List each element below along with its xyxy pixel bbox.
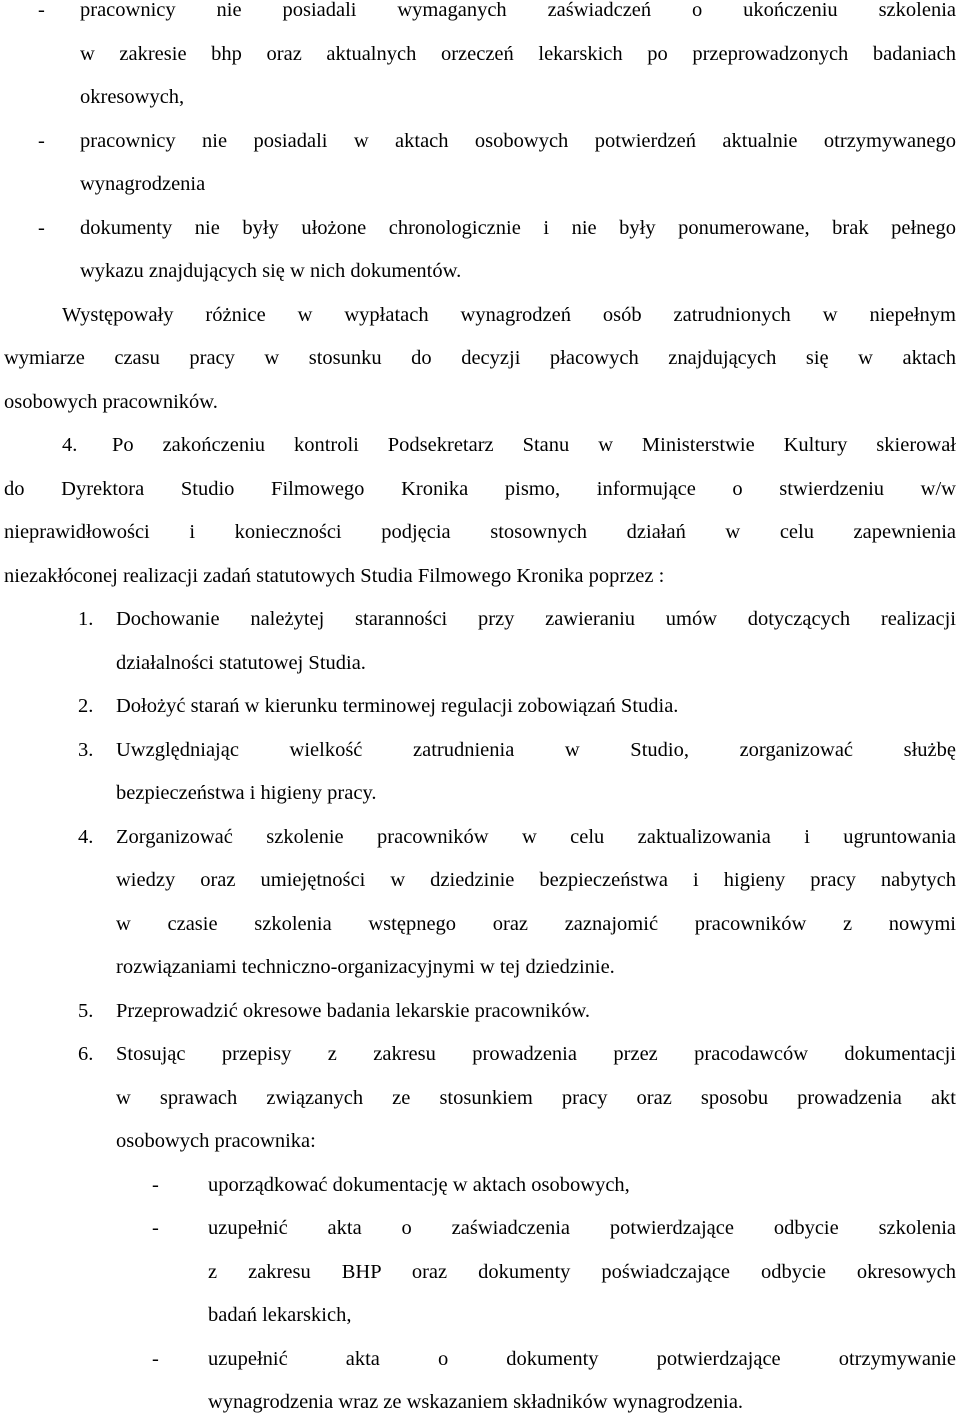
bullet-marker: - — [38, 129, 45, 152]
text-line: bezpieczeństwa i higieny pracy. — [116, 782, 377, 804]
text-line: uzupełnić akta o dokumenty potwierdzające otrzymywanie — [208, 1347, 956, 1370]
text-line: wynagrodzenia wraz ze wskazaniem składników wynagrodzenia. — [208, 1391, 744, 1413]
text-line: niezakłóconej realizacji zadań statutowych Studia Filmowego Kronika poprzez : — [4, 564, 665, 587]
text-line: okresowych, — [80, 86, 185, 108]
item-number: 3. — [78, 738, 94, 761]
bullet-marker: - — [152, 1217, 159, 1239]
text-line: w sprawach związanych ze stosunkiem pracy oraz sposobu prowadzenia akt — [116, 1086, 956, 1109]
text-line: Przeprowadzić okresowe badania lekarskie pracowników. — [116, 999, 590, 1022]
bullet-marker: - — [152, 1173, 159, 1196]
text-line: dokumenty nie były ułożone chronologicznie i nie były ponumerowane, brak pełnego — [80, 216, 956, 239]
text-line: Dołożyć starań w kierunku terminowej regulacji zobowiązań Studia. — [116, 695, 679, 717]
bullet-marker: - — [152, 1347, 159, 1370]
bullet-marker: - — [38, 216, 45, 239]
text-line: badań lekarskich, — [208, 1304, 352, 1326]
text-line: z zakresu BHP oraz dokumenty poświadczające odbycie okresowych — [208, 1260, 956, 1283]
text-line: w czasie szkolenia wstępnego oraz zaznajomić pracowników z nowymi — [116, 912, 956, 935]
text-line: Po zakończeniu kontroli Podsekretarz Stanu w Ministerstwie Kultury skierował — [112, 434, 956, 456]
text-line: do Dyrektora Studio Filmowego Kronika pismo, informujące o stwierdzeniu w/w — [4, 477, 956, 500]
text-line: wykazu znajdujących się w nich dokumentów. — [80, 260, 462, 282]
text-line: osobowych pracownika: — [116, 1130, 316, 1152]
item-number: 4. — [78, 825, 94, 848]
text-line: działalności statutowej Studia. — [116, 651, 366, 674]
paragraph-number: 4. — [62, 434, 78, 456]
text-line: uporządkować dokumentację w aktach osobowych, — [208, 1173, 630, 1196]
item-number: 6. — [78, 1043, 94, 1065]
text-line: uzupełnić akta o zaświadczenia potwierdzające odbycie szkolenia — [208, 1217, 956, 1239]
text-line: w zakresie bhp oraz aktualnych orzeczeń lekarskich po przeprowadzonych badaniach — [80, 42, 956, 65]
text-line: wiedzy oraz umiejętności w dziedzinie bezpieczeństwa i higieny pracy nabytych — [116, 869, 956, 891]
text-line: wynagrodzenia — [80, 173, 206, 195]
text-line: Stosując przepisy z zakresu prowadzenia przez pracodawców dokumentacji — [116, 1043, 956, 1065]
text-line: wymiarze czasu pracy w stosunku do decyzji płacowych znajdujących się w aktach — [4, 347, 956, 369]
bullet-marker: - — [38, 0, 45, 21]
text-line: rozwiązaniami techniczno-organizacyjnymi w tej dziedzinie. — [116, 956, 615, 978]
text-line: pracownicy nie posiadali w aktach osobowych potwierdzeń aktualnie otrzymywanego — [80, 129, 956, 152]
item-number: 2. — [78, 695, 94, 717]
text-line: Występowały różnice w wypłatach wynagrodzeń osób zatrudnionych w niepełnym — [62, 303, 956, 326]
text-line: Zorganizować szkolenie pracowników w celu zaktualizowania i ugruntowania — [116, 825, 956, 848]
item-number: 5. — [78, 999, 94, 1022]
text-line: Uwzględniając wielkość zatrudnienia w Studio, zorganizować służbę — [116, 738, 956, 761]
item-number: 1. — [78, 608, 94, 630]
text-line: pracownicy nie posiadali wymaganych zaświadczeń o ukończeniu szkolenia — [80, 0, 956, 21]
text-line: nieprawidłowości i konieczności podjęcia stosownych działań w celu zapewnienia — [4, 521, 956, 543]
text-line: Dochowanie należytej staranności przy zawieraniu umów dotyczących realizacji — [116, 608, 956, 630]
text-line: osobowych pracowników. — [4, 390, 218, 413]
